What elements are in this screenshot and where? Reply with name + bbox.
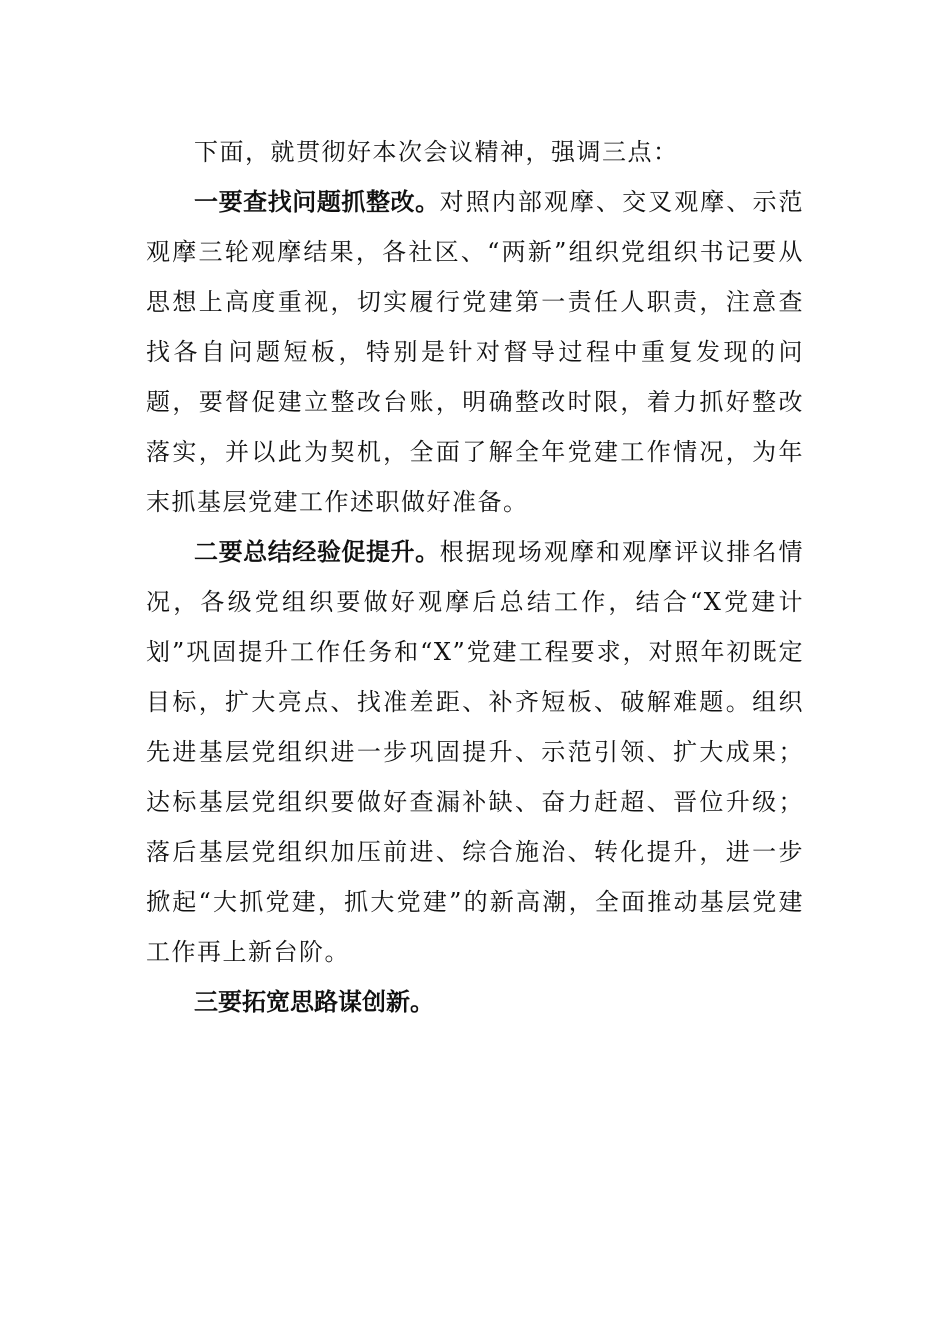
point-1-paragraph xyxy=(146,177,804,527)
point-1-heading: 一要查找问题抓整改。 xyxy=(194,188,440,216)
document-body xyxy=(146,127,804,1027)
point-2-body: 根据现场观摩和观摩评议排名情况，各级党组织要做好观摩后总结工作，结合“X党建计划”巩固提升工作任务和“X”党建工程要求，对照年初既定目标，扩大亮点、找准差距、补齐短板、破解难题。组织先进基层党组织进一步巩固提升、示范引领、扩大成果；达标基层党组织要做好查漏补缺、奋力赶超、晋位升级；落后基层党组织加压前进、综合施治、转化提升，进一步掀起“大抓党建，抓大党建”的新高潮，全面推动基层党建工作再上新台阶。 xyxy=(146,538,805,966)
intro-paragraph xyxy=(146,127,804,177)
point-2-paragraph xyxy=(146,527,804,977)
point-3-heading: 三要拓宽思路谋创新。 xyxy=(194,988,434,1016)
intro-text: 下面，就贯彻好本次会议精神，强调三点： xyxy=(194,138,679,166)
point-1-body: 对照内部观摩、交叉观摩、示范观摩三轮观摩结果，各社区、“两新”组织党组织书记要从思想上高度重视，切实履行党建第一责任人职责，注意查找各自问题短板，特别是针对督导过程中重复发现的问题，要督促建立整改台账，明确整改时限，着力抓好整改落实，并以此为契机，全面了解全年党建工作情况，为年末抓基层党建工作述职做好准备。 xyxy=(146,188,805,516)
point-3-paragraph xyxy=(146,977,804,1027)
point-2-heading: 二要总结经验促提升。 xyxy=(194,538,440,566)
